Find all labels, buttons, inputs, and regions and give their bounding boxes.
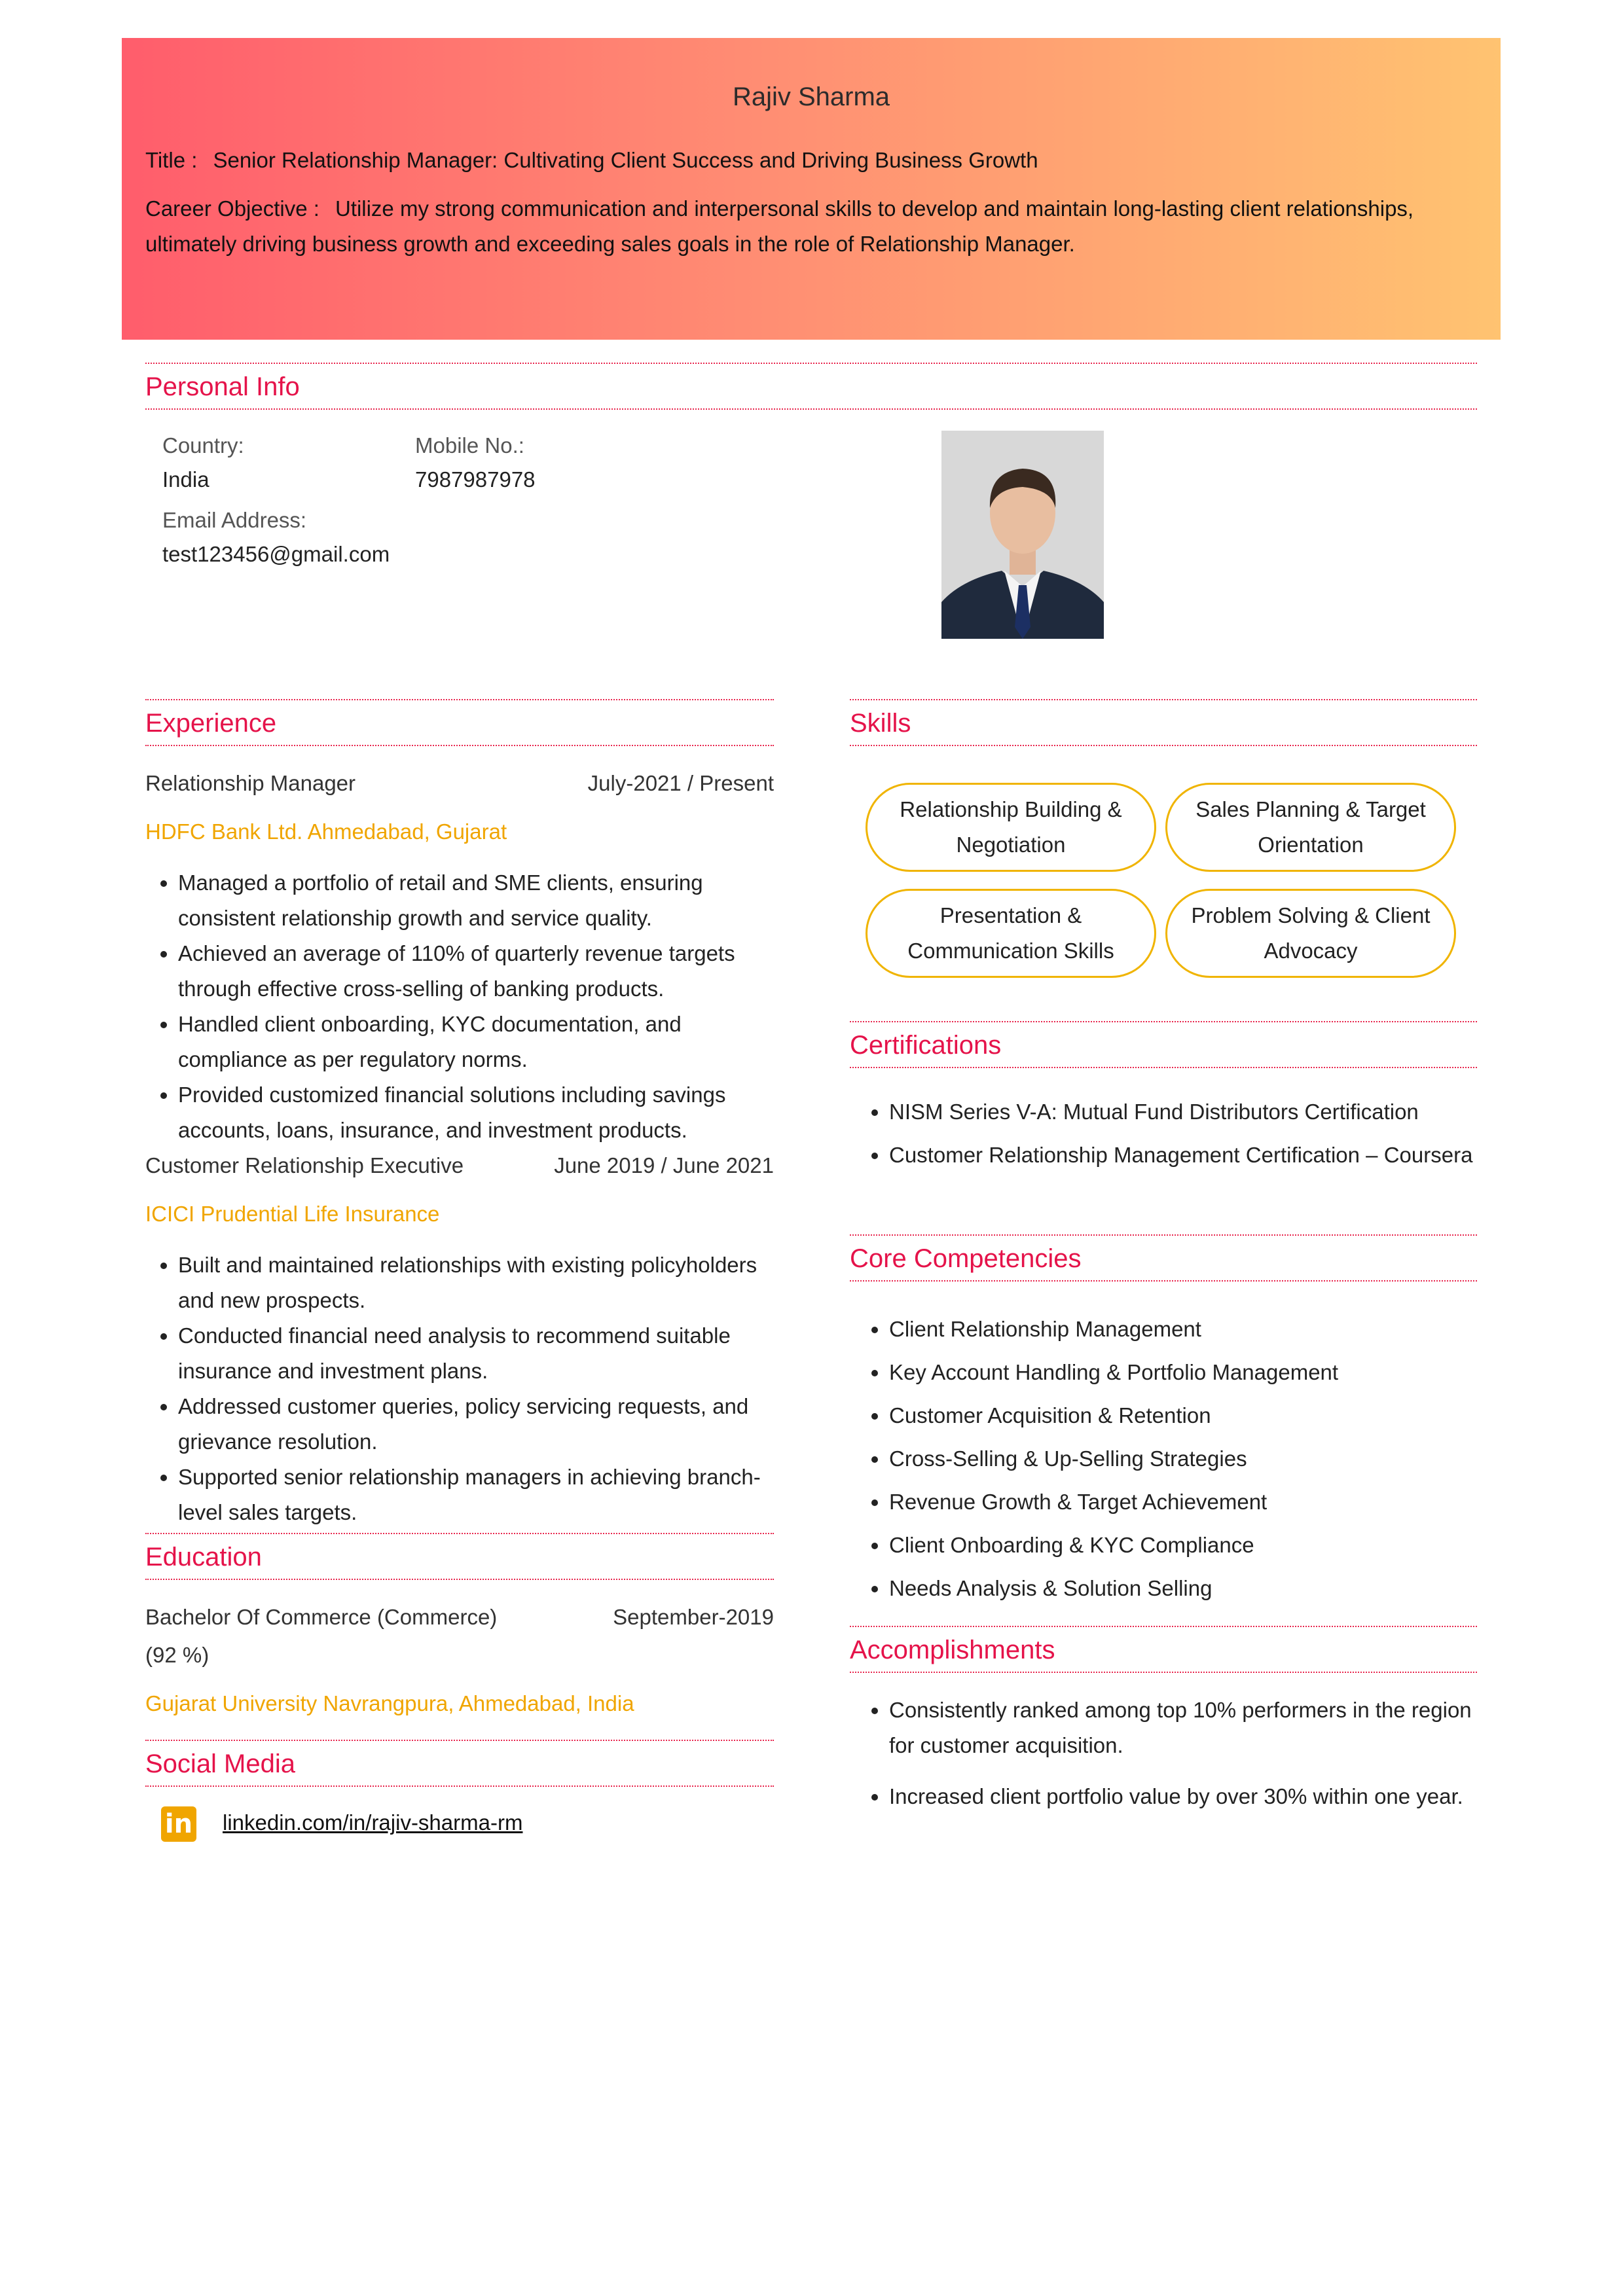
list-item: • Increased client portfolio value by over 30% within one year. bbox=[889, 1779, 1478, 1814]
personal-info-title: Personal Info bbox=[145, 372, 300, 401]
job-2-org: ICICI Prudential Life Insurance bbox=[145, 1202, 440, 1226]
list-item: • Provided customized financial solutions including savings accounts, loans, insurance, and investment products. bbox=[178, 1077, 779, 1148]
certifications-title: Certifications bbox=[850, 1031, 1002, 1060]
skills-title: Skills bbox=[850, 709, 911, 738]
candidate-name: Rajiv Sharma bbox=[732, 82, 890, 111]
list-item: • NISM Series V-A: Mutual Fund Distributors Certification bbox=[889, 1094, 1491, 1130]
job-2-bullets bbox=[147, 1247, 779, 1530]
list-item: • Needs Analysis & Solution Selling bbox=[889, 1567, 1491, 1610]
profile-photo bbox=[941, 431, 1104, 639]
list-item: • Customer Acquisition & Retention bbox=[889, 1394, 1491, 1437]
competencies-list bbox=[850, 1308, 1491, 1610]
job-1-dates: July-2021 / Present bbox=[587, 771, 774, 795]
list-item: • Managed a portfolio of retail and SME clients, ensuring consistent relationship growth and service quality. bbox=[178, 865, 779, 936]
personal-info-heading bbox=[145, 363, 1477, 410]
skill-pill: Relationship Building & Negotiation bbox=[866, 783, 1156, 872]
job-2-dates: June 2019 / June 2021 bbox=[554, 1153, 774, 1177]
mobile-value: 7987987978 bbox=[415, 467, 536, 492]
graduation-date: September-2019 bbox=[613, 1605, 774, 1629]
list-item: • Cross-Selling & Up-Selling Strategies bbox=[889, 1437, 1491, 1480]
experience-title: Experience bbox=[145, 709, 277, 738]
email-label: Email Address: bbox=[162, 508, 307, 532]
title-label: Title : bbox=[145, 148, 198, 172]
country-label: Country: bbox=[162, 433, 244, 457]
list-item: • Client Relationship Management bbox=[889, 1308, 1491, 1351]
accomplishments-heading bbox=[850, 1626, 1477, 1673]
education-heading bbox=[145, 1533, 774, 1580]
social-media-title: Social Media bbox=[145, 1749, 296, 1778]
school: Gujarat University Navrangpura, Ahmedabad, India bbox=[145, 1691, 634, 1715]
title-line bbox=[145, 143, 1477, 178]
list-item: • Key Account Handling & Portfolio Management bbox=[889, 1351, 1491, 1394]
skill-pill: Sales Planning & Target Orientation bbox=[1165, 783, 1456, 872]
list-item: • Supported senior relationship managers in achieving branch-level sales targets. bbox=[178, 1460, 779, 1530]
linkedin-icon[interactable]: in bbox=[161, 1806, 196, 1842]
accomplishments-list bbox=[850, 1693, 1478, 1814]
job-1-bullets bbox=[147, 865, 779, 1148]
education-title: Education bbox=[145, 1543, 262, 1571]
list-item: • Conducted financial need analysis to recommend suitable insurance and investment plans. bbox=[178, 1318, 779, 1389]
degree: Bachelor Of Commerce (Commerce) bbox=[145, 1605, 498, 1629]
accomplishments-title: Accomplishments bbox=[850, 1636, 1055, 1664]
list-item: • Built and maintained relationships with existing policyholders and new prospects. bbox=[178, 1247, 779, 1318]
skill-pill: Problem Solving & Client Advocacy bbox=[1165, 889, 1456, 978]
objective-text: Utilize my strong communication and interpersonal skills to develop and maintain long-lasting client relationships, ultimately driving business growth and exceeding sales goals in the role of Relationship Manager. bbox=[145, 196, 1414, 256]
mobile-label: Mobile No.: bbox=[415, 433, 524, 457]
skills-heading bbox=[850, 699, 1477, 746]
country-value: India bbox=[162, 467, 210, 492]
certifications-list bbox=[850, 1094, 1491, 1173]
experience-heading bbox=[145, 699, 774, 746]
certifications-heading bbox=[850, 1021, 1477, 1068]
list-item: • Addressed customer queries, policy servicing requests, and grievance resolution. bbox=[178, 1389, 779, 1460]
job-2-role: Customer Relationship Executive bbox=[145, 1153, 464, 1177]
title-text: Senior Relationship Manager: Cultivating Client Success and Driving Business Growth bbox=[213, 148, 1038, 172]
job-1-org: HDFC Bank Ltd. Ahmedabad, Gujarat bbox=[145, 819, 507, 844]
list-item: • Achieved an average of 110% of quarterly revenue targets through effective cross-selling of banking products. bbox=[178, 936, 779, 1007]
list-item: • Customer Relationship Management Certification – Coursera bbox=[889, 1138, 1491, 1173]
list-item: • Client Onboarding & KYC Compliance bbox=[889, 1524, 1491, 1567]
core-competencies-heading bbox=[850, 1234, 1477, 1282]
resume-header bbox=[122, 38, 1501, 340]
objective-label: Career Objective : bbox=[145, 196, 319, 221]
score: (92 %) bbox=[145, 1643, 210, 1667]
social-media-heading bbox=[145, 1740, 774, 1787]
list-item: • Revenue Growth & Target Achievement bbox=[889, 1480, 1491, 1524]
core-competencies-title: Core Competencies bbox=[850, 1244, 1082, 1273]
list-item: • Handled client onboarding, KYC documentation, and compliance as per regulatory norms. bbox=[178, 1007, 779, 1077]
skill-pill: Presentation & Communication Skills bbox=[866, 889, 1156, 978]
objective-line bbox=[145, 191, 1477, 262]
list-item: • Consistently ranked among top 10% performers in the region for customer acquisition. bbox=[889, 1693, 1478, 1763]
job-1-role: Relationship Manager bbox=[145, 771, 356, 795]
linkedin-link[interactable]: linkedin.com/in/rajiv-sharma-rm bbox=[223, 1810, 523, 1835]
email-value: test123456@gmail.com bbox=[162, 542, 390, 566]
